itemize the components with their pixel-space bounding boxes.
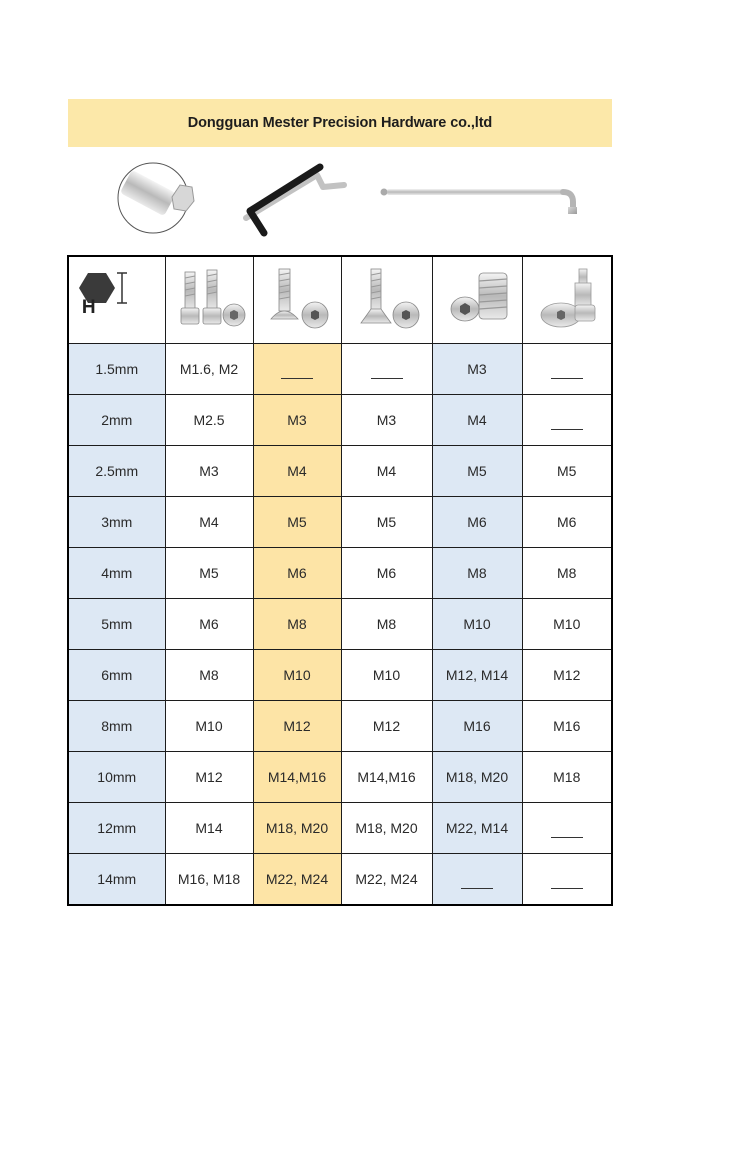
hex-size-cell (68, 548, 165, 599)
cell-value: 8mm (101, 718, 133, 734)
cell-value: M6 (557, 514, 577, 530)
not-applicable-dash (461, 887, 493, 889)
countersunk-screw-icon (349, 263, 425, 335)
hex-size-cell (68, 701, 165, 752)
hex-size-cell (68, 752, 165, 803)
hex-key-tools-illustration (68, 155, 612, 247)
countersunk-cell (341, 752, 432, 803)
table-header-row (68, 256, 612, 344)
cell-value: M1.6, M2 (179, 361, 239, 377)
table-row (68, 854, 612, 906)
set-screw-cell (432, 701, 522, 752)
shoulder-bolt-cell (522, 650, 612, 701)
set-screw-cell (432, 548, 522, 599)
cell-value: 1.5mm (95, 361, 139, 377)
not-applicable-dash (371, 377, 403, 379)
cell-value: M8 (557, 565, 577, 581)
cell-value: M12 (195, 769, 223, 785)
l-shaped-hex-key-icon (246, 167, 344, 233)
not-applicable-dash (281, 377, 313, 379)
button-head-cell (253, 548, 341, 599)
hex-key-size-table (67, 255, 613, 906)
cell-value: 3mm (101, 514, 133, 530)
not-applicable-dash (551, 836, 583, 838)
cell-value: M14,M16 (267, 769, 327, 785)
hex-size-cell (68, 497, 165, 548)
countersunk-cell (341, 803, 432, 854)
set-screw-cell (432, 803, 522, 854)
socket-cap-cell (165, 803, 253, 854)
not-applicable-dash (551, 377, 583, 379)
shoulder-bolt-cell (522, 854, 612, 906)
ball-end-hex-key-icon (381, 189, 578, 215)
shoulder-bolt-cell (522, 752, 612, 803)
cell-value: M4 (199, 514, 219, 530)
cell-value: M12 (372, 718, 401, 734)
table-row (68, 599, 612, 650)
cell-value: M3 (199, 463, 219, 479)
cell-value: M8 (199, 667, 219, 683)
shoulder-bolt-header (522, 256, 612, 344)
set-screw-cell (432, 752, 522, 803)
set-screw-icon (437, 263, 517, 335)
countersunk-cell (341, 650, 432, 701)
hex-size-header (68, 256, 165, 344)
socket-cap-cell (165, 446, 253, 497)
socket-cap-cell (165, 752, 253, 803)
cell-value: M10 (553, 616, 581, 632)
cell-value: M18, M20 (355, 820, 418, 836)
cell-value: M2.5 (193, 412, 225, 428)
button-head-cell (253, 344, 341, 395)
hex-size-cell (68, 344, 165, 395)
button-head-screw-icon (259, 263, 335, 335)
cell-value: M18, M20 (445, 769, 509, 785)
button-head-cell (253, 752, 341, 803)
button-head-cell (253, 650, 341, 701)
socket-cap-cell (165, 650, 253, 701)
cell-value: M3 (376, 412, 397, 428)
cell-value: M12, M14 (445, 667, 509, 683)
cell-value: M14,M16 (357, 769, 416, 785)
cell-value: M4 (287, 463, 307, 479)
button-head-cell (253, 854, 341, 906)
cell-value: 2mm (101, 412, 133, 428)
set-screw-cell (432, 650, 522, 701)
cell-value: 12mm (97, 820, 137, 836)
cell-value: M6 (287, 565, 307, 581)
button-head-screw-header (253, 256, 341, 344)
hex-key-end-icon (118, 163, 194, 233)
socket-cap-cell (165, 854, 253, 906)
set-screw-cell (432, 446, 522, 497)
countersunk-cell (341, 701, 432, 752)
cell-value: M18 (553, 769, 581, 785)
cell-value: M8 (376, 616, 397, 632)
countersunk-cell (341, 344, 432, 395)
countersunk-screw-header (341, 256, 432, 344)
set-screw-cell (432, 599, 522, 650)
company-banner (68, 99, 612, 147)
shoulder-bolt-cell (522, 446, 612, 497)
table-row (68, 548, 612, 599)
set-screw-cell (432, 344, 522, 395)
cell-value: M22, M14 (445, 820, 509, 836)
cell-value: M4 (376, 463, 397, 479)
shoulder-bolt-cell (522, 344, 612, 395)
cell-value: M5 (376, 514, 397, 530)
cell-value: M14 (195, 820, 223, 836)
hex-size-cell (68, 854, 165, 906)
cell-value: M22, M24 (355, 871, 418, 887)
cell-value: 6mm (101, 667, 133, 683)
hex-size-cell (68, 650, 165, 701)
shoulder-bolt-cell (522, 803, 612, 854)
cell-value: M10 (463, 616, 491, 632)
table-row (68, 344, 612, 395)
hex-size-cell (68, 599, 165, 650)
cell-value: 5mm (101, 616, 133, 632)
cell-value: M6 (376, 565, 397, 581)
cell-value: 4mm (101, 565, 133, 581)
table-row (68, 395, 612, 446)
cell-value: M5 (287, 514, 307, 530)
not-applicable-dash (551, 428, 583, 430)
cell-value: M18, M20 (265, 820, 329, 836)
socket-cap-cell (165, 599, 253, 650)
cell-value: 10mm (97, 769, 137, 785)
socket-cap-cell (165, 395, 253, 446)
set-screw-cell (432, 497, 522, 548)
cell-value: M10 (283, 667, 311, 683)
countersunk-cell (341, 395, 432, 446)
table-row (68, 752, 612, 803)
cell-value: M3 (287, 412, 307, 428)
table-row (68, 650, 612, 701)
not-applicable-dash (551, 887, 583, 889)
cell-value: M12 (283, 718, 311, 734)
table-row (68, 497, 612, 548)
cell-value: M22, M24 (265, 871, 329, 887)
cell-value: M16, M18 (177, 871, 241, 887)
button-head-cell (253, 497, 341, 548)
button-head-cell (253, 803, 341, 854)
cell-value: M8 (467, 565, 487, 581)
set-screw-cell (432, 854, 522, 906)
cell-value: M16 (553, 718, 581, 734)
cell-value: M5 (199, 565, 219, 581)
set-screw-cell (432, 395, 522, 446)
cell-value: M4 (467, 412, 487, 428)
cell-value: 2.5mm (95, 463, 139, 479)
cell-value: M5 (467, 463, 487, 479)
company-name: Dongguan Mester Precision Hardware co.,ltd (187, 115, 493, 131)
shoulder-bolt-cell (522, 599, 612, 650)
shoulder-bolt-cell (522, 395, 612, 446)
table-row (68, 803, 612, 854)
shoulder-bolt-cell (522, 548, 612, 599)
socket-cap-cell (165, 701, 253, 752)
cell-value: M8 (287, 616, 307, 632)
table-row (68, 701, 612, 752)
cell-value: M3 (467, 361, 487, 377)
socket-cap-cell (165, 344, 253, 395)
table-row (68, 446, 612, 497)
shoulder-bolt-cell (522, 701, 612, 752)
socket-cap-cell (165, 497, 253, 548)
cell-value: M12 (553, 667, 581, 683)
hex-size-cell (68, 446, 165, 497)
cell-value: M10 (195, 718, 223, 734)
shoulder-bolt-cell (522, 497, 612, 548)
button-head-cell (253, 395, 341, 446)
countersunk-cell (341, 854, 432, 906)
cell-value: M16 (463, 718, 491, 734)
hex-size-cell (68, 395, 165, 446)
countersunk-cell (341, 446, 432, 497)
cell-value: M10 (372, 667, 401, 683)
button-head-cell (253, 701, 341, 752)
socket-head-cap-screw-header (165, 256, 253, 344)
countersunk-cell (341, 599, 432, 650)
socket-cap-cell (165, 548, 253, 599)
cell-value: 14mm (97, 871, 137, 887)
cell-value: M6 (467, 514, 487, 530)
shoulder-bolt-icon (529, 263, 605, 335)
socket-head-cap-screw-icon (171, 264, 247, 334)
button-head-cell (253, 446, 341, 497)
button-head-cell (253, 599, 341, 650)
cell-value: M6 (199, 616, 219, 632)
hex-size-cell (68, 803, 165, 854)
countersunk-cell (341, 548, 432, 599)
countersunk-cell (341, 497, 432, 548)
cell-value: M5 (557, 463, 577, 479)
set-screw-header (432, 256, 522, 344)
hex-size-label: H (81, 296, 96, 318)
